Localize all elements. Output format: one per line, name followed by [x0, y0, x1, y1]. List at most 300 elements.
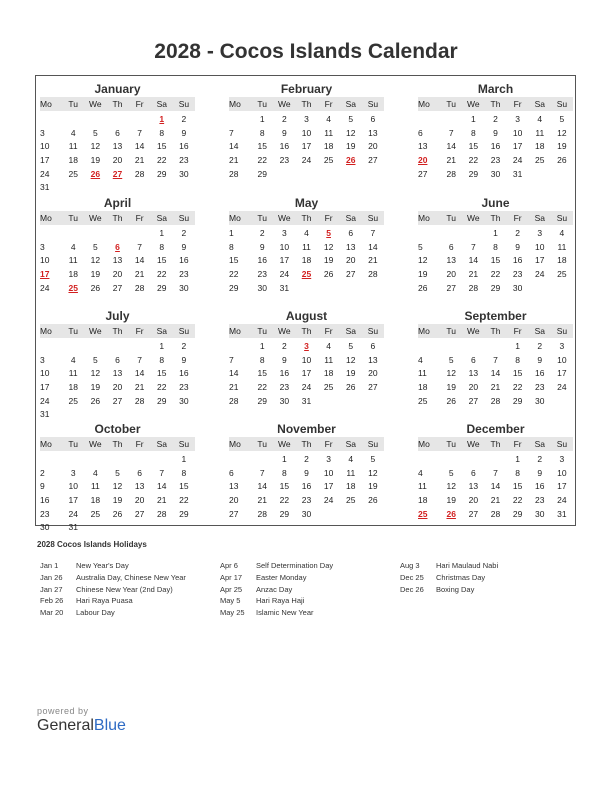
day-cell: 13 [134, 481, 145, 492]
empty-cell [340, 168, 362, 181]
holiday-item [400, 572, 498, 584]
empty-cell [62, 113, 84, 126]
generalblue-logo[interactable] [37, 717, 126, 735]
weekday-header [418, 211, 573, 225]
week-row [40, 508, 195, 521]
day-cell: 2 [181, 114, 187, 124]
day-cell: 9 [537, 354, 543, 365]
weekday-label: We [278, 99, 291, 109]
day-cell: 30 [535, 395, 545, 406]
holiday-date: Apr 25 [220, 584, 243, 594]
weekday-label: Mo [229, 326, 241, 336]
day-cell: 16 [490, 141, 501, 152]
day-cell: 25 [557, 269, 567, 280]
month-april [40, 196, 195, 295]
day-cell: 3 [326, 454, 331, 464]
day-cell: 5 [448, 354, 454, 365]
day-cell: 30 [301, 508, 312, 519]
day-cell: 10 [323, 467, 334, 478]
weekday-label: Tu [257, 439, 268, 449]
empty-cell [418, 227, 440, 240]
day-cell: 10 [40, 255, 50, 266]
day-cell: 4 [418, 354, 423, 365]
weekday-label: Th [490, 326, 501, 336]
day-cell: 10 [40, 368, 50, 379]
week-row [40, 395, 195, 408]
day-cell: 24 [40, 282, 50, 293]
day-cell: 20 [112, 269, 123, 280]
day-cell: 29 [512, 508, 523, 519]
day-cell: 1 [159, 228, 165, 238]
month-may [229, 196, 384, 295]
day-cell: 1 [259, 114, 265, 124]
day-cell: 29 [257, 395, 267, 406]
week-row [418, 227, 573, 240]
holiday-item [400, 584, 498, 596]
day-cell: 2 [537, 341, 543, 351]
weekday-label: Su [556, 326, 568, 336]
day-cell: 5 [92, 127, 98, 138]
day-cell: 8 [229, 241, 234, 252]
day-cell: 14 [368, 241, 378, 252]
day-cell: 7 [137, 127, 142, 138]
day-cell: 14 [446, 141, 456, 152]
weekday-label: Tu [68, 213, 79, 223]
week-row [40, 254, 195, 267]
week-row [40, 154, 195, 167]
day-cell: 22 [490, 269, 501, 280]
day-cell: 1 [159, 114, 165, 124]
day-cell: 30 [512, 282, 523, 293]
month-november [229, 422, 384, 521]
day-cell: 23 [40, 508, 50, 519]
day-cell: 7 [229, 127, 234, 138]
weekday-label: Th [490, 439, 501, 449]
day-cell: 28 [446, 168, 456, 179]
day-cell: 14 [134, 255, 145, 266]
day-cell: 26 [90, 168, 101, 179]
day-cell: 2 [281, 341, 287, 351]
weekday-header [40, 324, 195, 338]
day-cell: 21 [157, 495, 167, 506]
day-cell: 12 [557, 127, 567, 138]
empty-cell [62, 181, 84, 194]
week-row [229, 168, 384, 181]
day-cell: 15 [512, 368, 523, 379]
day-cell: 6 [448, 241, 454, 252]
day-cell: 14 [157, 481, 167, 492]
weekday-label: Su [367, 99, 379, 109]
weekday-label: Mo [229, 99, 241, 109]
day-cell: 3 [559, 341, 565, 351]
day-cell: 15 [468, 141, 479, 152]
day-cell: 15 [157, 141, 167, 152]
day-cell: 11 [535, 127, 545, 138]
weekday-header [229, 97, 384, 111]
weekday-label: Sa [345, 326, 356, 336]
day-cell: 8 [259, 354, 265, 365]
day-cell: 12 [90, 255, 101, 266]
weekday-header [418, 324, 573, 338]
week-row [229, 340, 384, 353]
day-cell: 8 [159, 241, 165, 252]
weekday-label: Su [178, 326, 190, 336]
day-cell: 26 [323, 269, 334, 280]
day-cell: 31 [301, 395, 312, 406]
month-january [40, 82, 195, 195]
month-name: April [103, 196, 132, 210]
week-row [40, 241, 195, 254]
day-cell: 29 [179, 508, 189, 519]
day-cell: 20 [134, 495, 145, 506]
week-row [229, 467, 384, 480]
empty-cell [129, 521, 151, 534]
day-cell: 25 [301, 269, 312, 280]
weekday-label: Sa [534, 213, 545, 223]
day-cell: 19 [323, 255, 334, 266]
day-cell: 12 [446, 481, 456, 492]
day-cell: 10 [557, 467, 567, 478]
empty-cell [484, 340, 506, 353]
day-cell: 31 [512, 168, 523, 179]
weekday-label: Mo [418, 326, 430, 336]
day-cell: 16 [301, 481, 312, 492]
day-cell: 7 [159, 467, 165, 478]
day-cell: 9 [40, 481, 45, 492]
empty-cell [129, 340, 151, 353]
holiday-name: Christmas Day [436, 572, 486, 582]
day-cell: 29 [490, 282, 501, 293]
holiday-name: Islamic New Year [256, 608, 314, 618]
day-cell: 25 [418, 395, 428, 406]
day-cell: 20 [468, 382, 479, 393]
page-title: 2028 - Cocos Islands Calendar [154, 40, 458, 63]
empty-cell [318, 282, 340, 295]
day-cell: 16 [279, 368, 290, 379]
day-cell: 8 [470, 127, 476, 138]
holiday-date: May 5 [220, 596, 241, 606]
day-cell: 20 [446, 269, 456, 280]
day-cell: 20 [112, 155, 123, 166]
empty-cell [84, 113, 106, 126]
week-row [40, 467, 195, 480]
day-cell: 25 [535, 155, 545, 166]
day-cell: 6 [115, 127, 120, 138]
holiday-list-column [40, 560, 186, 619]
week-row [40, 113, 195, 126]
day-cell: 14 [257, 481, 267, 492]
day-cell: 21 [490, 495, 501, 506]
weekday-label: Tu [257, 326, 268, 336]
day-cell: 28 [134, 282, 145, 293]
day-cell: 5 [559, 114, 565, 124]
day-cell: 7 [470, 241, 476, 252]
weekday-label: Mo [229, 439, 241, 449]
holiday-name: Chinese New Year (2nd Day) [76, 584, 173, 594]
day-cell: 21 [134, 155, 145, 166]
day-cell: 3 [304, 341, 309, 351]
week-row [418, 340, 573, 353]
holiday-item [400, 560, 498, 572]
day-cell: 12 [346, 354, 356, 365]
day-cell: 18 [346, 481, 356, 492]
day-cell: 21 [134, 269, 145, 280]
empty-cell [62, 453, 84, 466]
holiday-item [220, 572, 333, 584]
weekday-label: Fr [324, 326, 333, 336]
day-cell: 21 [134, 382, 145, 393]
day-cell: 1 [493, 228, 498, 238]
empty-cell [440, 113, 462, 126]
empty-cell [106, 181, 128, 194]
day-cell: 11 [324, 127, 334, 138]
day-cell: 23 [535, 382, 545, 393]
day-cell: 29 [257, 168, 267, 179]
day-cell: 29 [157, 168, 167, 179]
day-cell: 29 [157, 395, 167, 406]
day-cell: 5 [326, 228, 331, 238]
day-cell: 3 [70, 467, 76, 478]
day-cell: 21 [257, 495, 267, 506]
day-cell: 11 [68, 368, 78, 379]
weekday-label: Mo [418, 213, 430, 223]
empty-cell [106, 408, 128, 421]
day-cell: 28 [257, 508, 267, 519]
weekday-label: Fr [324, 99, 333, 109]
day-cell: 5 [92, 354, 98, 365]
month-october [40, 422, 195, 535]
day-cell: 3 [537, 228, 543, 238]
weekday-label: Tu [446, 213, 457, 223]
day-cell: 11 [346, 467, 356, 478]
day-cell: 18 [68, 269, 78, 280]
day-cell: 25 [68, 395, 78, 406]
empty-cell [295, 282, 317, 295]
week-row [40, 340, 195, 353]
empty-cell [84, 408, 106, 421]
empty-cell [173, 181, 195, 194]
day-cell: 18 [535, 141, 545, 152]
day-cell: 22 [157, 155, 167, 166]
weekday-label: We [89, 213, 102, 223]
day-cell: 27 [368, 155, 378, 166]
day-cell: 18 [301, 255, 312, 266]
holiday-date: May 25 [220, 608, 245, 618]
empty-cell [318, 168, 340, 181]
week-row [418, 381, 573, 394]
day-cell: 22 [179, 495, 189, 506]
day-cell: 7 [448, 127, 454, 138]
week-row [418, 508, 573, 521]
day-cell: 5 [348, 341, 354, 351]
empty-cell [295, 168, 317, 181]
week-row [40, 494, 195, 507]
day-cell: 1 [229, 228, 234, 238]
day-cell: 12 [368, 467, 378, 478]
day-cell: 2 [281, 114, 287, 124]
empty-cell [318, 395, 340, 408]
week-row [229, 395, 384, 408]
day-cell: 27 [134, 508, 145, 519]
day-cell: 13 [112, 255, 123, 266]
weekday-label: Sa [156, 99, 167, 109]
weekday-label: Tu [68, 326, 79, 336]
day-cell: 14 [229, 368, 239, 379]
day-cell: 17 [301, 368, 312, 379]
day-cell: 27 [418, 168, 428, 179]
empty-cell [84, 453, 106, 466]
day-cell: 26 [90, 395, 101, 406]
day-cell: 3 [515, 114, 520, 124]
day-cell: 23 [179, 155, 189, 166]
day-cell: 29 [279, 508, 290, 519]
weekday-header [40, 211, 195, 225]
weekday-label: Th [301, 326, 312, 336]
day-cell: 11 [68, 141, 78, 152]
day-cell: 31 [40, 182, 50, 193]
holiday-name: Self Determination Day [256, 561, 334, 570]
empty-cell [462, 340, 484, 353]
week-row [229, 227, 384, 240]
month-name: September [464, 309, 527, 323]
weekday-label: Su [556, 99, 568, 109]
day-cell: 26 [346, 155, 356, 166]
week-row [229, 480, 384, 493]
day-cell: 23 [301, 495, 312, 506]
empty-cell [418, 340, 440, 353]
day-cell: 24 [557, 495, 567, 506]
holiday-item [220, 584, 333, 596]
weekday-label: Mo [40, 326, 52, 336]
week-row [229, 127, 384, 140]
week-row [40, 168, 195, 181]
day-cell: 8 [515, 467, 520, 478]
day-cell: 26 [446, 508, 456, 519]
brand-blue: Blue [93, 717, 126, 734]
weekday-label: Fr [513, 326, 522, 336]
day-cell: 6 [115, 241, 120, 252]
day-cell: 4 [70, 127, 76, 138]
day-cell: 6 [137, 467, 142, 478]
day-cell: 29 [468, 168, 479, 179]
weekday-header [229, 437, 384, 451]
weekday-header [40, 97, 195, 111]
empty-cell [151, 181, 173, 194]
weekday-label: Su [178, 439, 190, 449]
week-row [229, 508, 384, 521]
empty-cell [229, 453, 251, 466]
day-cell: 5 [92, 241, 98, 252]
weekday-label: Th [301, 99, 312, 109]
day-cell: 28 [368, 269, 378, 280]
day-cell: 18 [68, 155, 78, 166]
empty-cell [40, 227, 62, 240]
week-row [40, 227, 195, 240]
day-cell: 19 [557, 141, 567, 152]
day-cell: 23 [490, 155, 501, 166]
empty-cell [551, 168, 573, 181]
day-cell: 21 [446, 155, 456, 166]
holiday-list-column [220, 560, 333, 619]
month-name: June [481, 196, 510, 210]
day-cell: 25 [68, 282, 78, 293]
day-cell: 2 [40, 467, 45, 478]
month-december [418, 422, 573, 521]
day-cell: 14 [490, 481, 501, 492]
day-cell: 4 [418, 467, 423, 478]
weekday-label: Sa [534, 326, 545, 336]
week-row [40, 268, 195, 281]
day-cell: 17 [512, 141, 523, 152]
holiday-name: Hari Raya Haji [256, 596, 305, 606]
day-cell: 31 [40, 409, 50, 420]
weekday-label: Su [178, 213, 190, 223]
day-cell: 8 [281, 467, 287, 478]
weekday-label: Fr [135, 99, 144, 109]
day-cell: 22 [512, 495, 523, 506]
day-cell: 20 [368, 368, 378, 379]
day-cell: 15 [490, 255, 501, 266]
month-name: August [285, 309, 328, 323]
empty-cell [129, 227, 151, 240]
day-cell: 22 [279, 495, 290, 506]
empty-cell [106, 521, 128, 534]
week-row [229, 367, 384, 380]
month-august [229, 309, 384, 408]
day-cell: 24 [301, 382, 312, 393]
week-row [40, 521, 195, 534]
day-cell: 9 [304, 467, 309, 478]
day-cell: 26 [368, 495, 378, 506]
week-row [229, 241, 384, 254]
weekday-label: Mo [40, 99, 52, 109]
day-cell: 8 [159, 127, 165, 138]
day-cell: 9 [181, 241, 187, 252]
empty-cell [440, 453, 462, 466]
weekday-label: We [89, 99, 102, 109]
empty-cell [484, 453, 506, 466]
day-cell: 5 [418, 241, 423, 252]
day-cell: 14 [134, 368, 145, 379]
weekday-label: Tu [257, 213, 268, 223]
day-cell: 13 [368, 354, 378, 365]
day-cell: 11 [68, 255, 78, 266]
day-cell: 8 [259, 127, 265, 138]
week-row [418, 154, 573, 167]
day-cell: 22 [512, 382, 523, 393]
day-cell: 6 [370, 114, 376, 124]
day-cell: 28 [490, 395, 501, 406]
day-cell: 10 [68, 481, 78, 492]
day-cell: 28 [468, 282, 479, 293]
day-cell: 7 [229, 354, 234, 365]
day-cell: 18 [418, 382, 428, 393]
empty-cell [173, 521, 195, 534]
day-cell: 23 [279, 382, 290, 393]
day-cell: 28 [490, 508, 501, 519]
day-cell: 31 [68, 522, 78, 533]
day-cell: 16 [40, 495, 50, 506]
weekday-header [418, 437, 573, 451]
weekday-label: We [278, 213, 291, 223]
day-cell: 24 [68, 508, 78, 519]
weekday-label: We [278, 439, 291, 449]
weekday-label: Sa [156, 213, 167, 223]
day-cell: 7 [493, 467, 498, 478]
day-cell: 11 [418, 481, 427, 492]
week-row [418, 140, 573, 153]
day-cell: 27 [468, 395, 479, 406]
